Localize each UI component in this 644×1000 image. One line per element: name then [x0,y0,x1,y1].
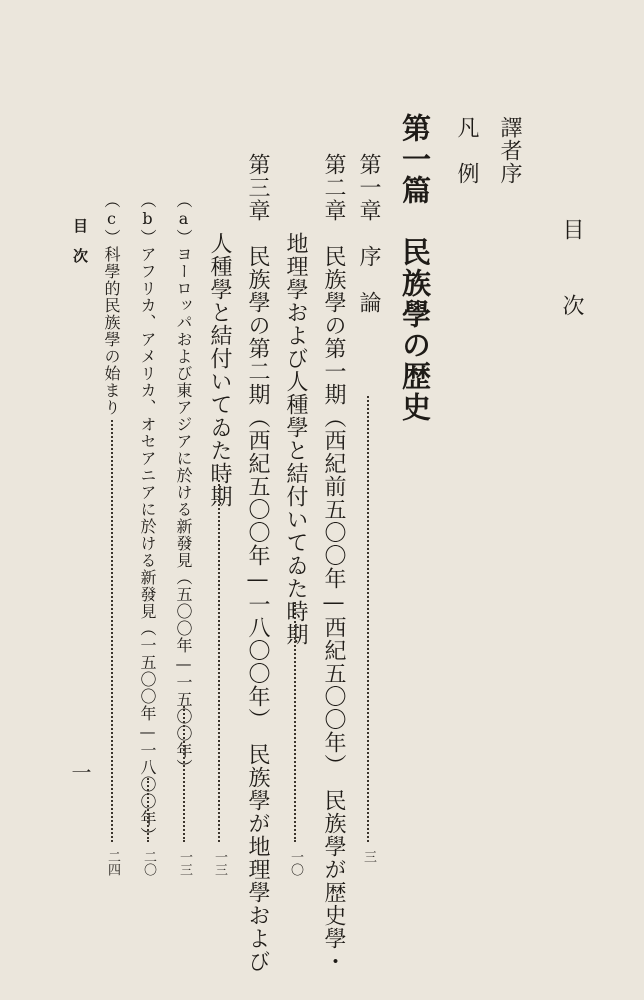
toc-entry-section-b: （b）アフリカ、アメリカ、オセアニアに於ける新發見（一五〇〇年—一八〇〇年） [138,192,157,844]
toc-page-number: 三 [361,850,376,863]
toc-page-number: 一三 [177,850,192,876]
toc-page-number: 一〇 [288,850,303,876]
toc-page-number: 一三 [212,850,227,876]
toc-title: 目 次 [559,218,584,332]
leader-dots [294,602,296,842]
leader-dots [147,778,149,842]
leader-dots [367,396,369,842]
toc-entry-chapter-2: 第二章 民族學の第一期（西紀前五〇〇年—西紀五〇〇年） 民族學が歴史學・ [321,153,346,973]
toc-page-number: 二〇 [141,850,156,876]
toc-entry-chapter-3-continued: 人種學と結付いてゐた時期 [207,232,232,508]
toc-page-number: 二四 [105,850,120,876]
part-one-title: 第一篇 民族學の歴史 [398,113,432,423]
leader-dots [111,420,113,842]
toc-entry-section-c: （c）科學的民族學の始まり [102,192,121,416]
toc-entry-chapter-1: 第一章 序 論 [356,153,381,314]
page-folio: 一 [68,762,92,782]
running-head: 目 次 [71,218,89,263]
toc-entry-chapter-3: 第三章 民族學の第二期（西紀五〇〇年—一八〇〇年） 民族學が地理學および [245,153,270,973]
leader-dots [183,706,185,842]
toc-entry-chapter-2-continued: 地理學および人種學と結付いてゐた時期 [283,232,308,646]
toc-entry-section-a: （a）ヨーロッパおよび東アジアに於ける新發見（五〇〇年—一五〇〇年） [174,192,193,776]
front-matter-translator-preface: 譯者序 [497,116,522,185]
leader-dots [218,480,220,842]
front-matter-explanatory-notes: 凡 例 [454,116,479,185]
